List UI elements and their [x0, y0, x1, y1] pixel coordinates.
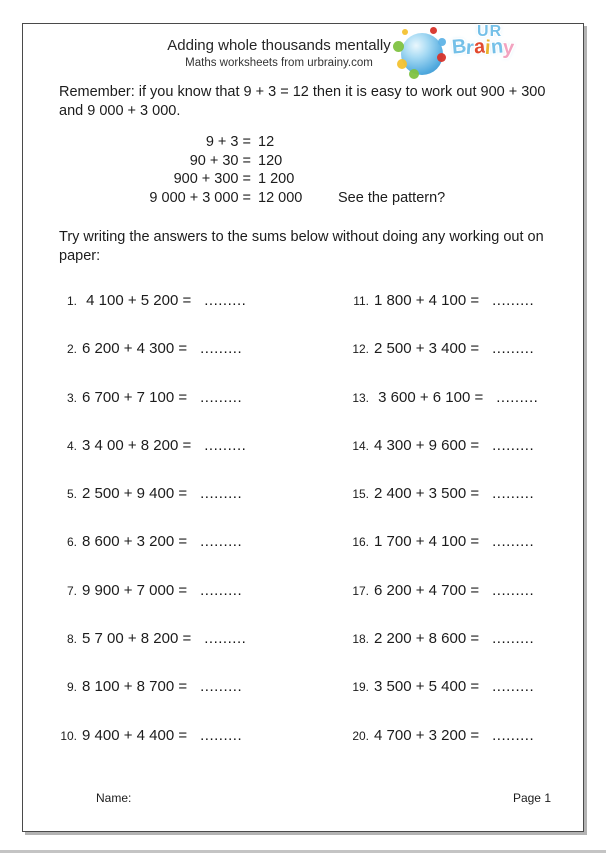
problem-row	[348, 582, 547, 630]
problem-expression: 5 7 00 + 8 200 =	[82, 630, 192, 648]
globe-icon	[401, 33, 443, 75]
logo-letter: U	[477, 23, 490, 40]
answer-blank: .........	[200, 678, 243, 696]
problem-number: 16.	[352, 535, 369, 550]
answer-blank: .........	[200, 581, 243, 599]
problem-expression: 6 200 + 4 700 =	[374, 581, 480, 599]
worksheet-page	[22, 23, 584, 832]
answer-blank: .........	[200, 388, 243, 406]
pattern-row	[79, 170, 547, 189]
problem-row	[59, 485, 348, 533]
problem-row	[59, 340, 348, 388]
answer-blank: .........	[496, 388, 539, 406]
page-number: Page 1	[512, 791, 551, 805]
header	[59, 24, 547, 82]
logo-bubble-icon	[438, 38, 446, 46]
problem-expression: 1 800 + 4 100 =	[374, 292, 480, 309]
pattern-lhs: 9 000 + 3 000 =	[149, 189, 251, 206]
pattern-lhs: 900 + 300 =	[173, 171, 251, 187]
pattern-rhs: 12 000	[258, 189, 303, 206]
pattern-note: See the pattern?	[338, 189, 446, 206]
problem-row	[348, 485, 547, 533]
problem-expression: 9 900 + 7 000 =	[82, 581, 188, 599]
problem-expression: 2 500 + 3 400 =	[374, 340, 480, 358]
problems-grid	[59, 292, 547, 775]
problem-number: 19.	[352, 680, 369, 695]
problem-expression: 2 400 + 3 500 =	[374, 485, 480, 503]
intro-line-1: Remember: if you know that 9 + 3 = 12 then it is easy to work out 900 + 300	[59, 84, 546, 100]
logo-head-icon	[397, 27, 449, 79]
urbrainy-logo	[397, 24, 545, 84]
answer-blank: .........	[492, 581, 535, 599]
problem-row	[59, 292, 348, 340]
answer-blank: .........	[492, 678, 535, 696]
problem-number: 15.	[352, 487, 369, 502]
problem-expression: 4 700 + 3 200 =	[374, 726, 480, 744]
answer-blank: .........	[204, 630, 247, 648]
problem-number: 18.	[352, 632, 369, 647]
problem-number: 5.	[66, 487, 77, 502]
pattern-rhs: 120	[258, 152, 283, 169]
problem-number: 17.	[352, 583, 369, 598]
problem-row	[59, 389, 348, 437]
logo-bubble-icon	[437, 53, 446, 62]
problem-expression: 4 100 + 5 200 =	[82, 292, 192, 309]
logo-letter: y	[502, 36, 516, 60]
problem-number: 3.	[66, 390, 77, 405]
answer-blank: .........	[492, 292, 535, 309]
problem-number: 6.	[66, 535, 77, 550]
logo-text-brainy	[452, 36, 544, 59]
problem-number: 2.	[66, 342, 77, 357]
problem-expression: 2 500 + 9 400 =	[82, 485, 188, 503]
answer-blank: .........	[200, 340, 243, 358]
logo-bubble-icon	[402, 29, 408, 35]
answer-blank: .........	[492, 533, 535, 551]
problem-number: 20.	[352, 728, 369, 743]
problem-row	[348, 533, 547, 581]
pattern-rhs: 12	[258, 134, 275, 150]
problem-expression: 3 600 + 6 100 =	[374, 388, 484, 406]
problem-expression: 4 300 + 9 600 =	[374, 436, 480, 454]
logo-letter: R	[489, 23, 503, 40]
problem-row	[348, 437, 547, 485]
problem-expression: 1 700 + 4 100 =	[374, 533, 480, 551]
problem-row	[348, 292, 547, 340]
problem-row	[59, 437, 348, 485]
logo-text	[452, 24, 544, 59]
problem-expression: 8 600 + 3 200 =	[82, 533, 188, 551]
pattern-rhs: 1 200	[258, 171, 295, 187]
problem-number: 13.	[352, 390, 369, 405]
instructions-line-1: Try writing the answers to the sums below without doing any working out on	[59, 229, 544, 245]
problem-expression: 3 500 + 5 400 =	[374, 678, 480, 696]
instructions-paragraph	[59, 228, 547, 266]
problem-number: 1.	[66, 294, 77, 308]
page-subtitle: Maths worksheets from urbrainy.com	[185, 57, 373, 69]
logo-bubble-icon	[397, 59, 407, 69]
pattern-lhs: 9 + 3 =	[205, 134, 251, 150]
logo-letter: n	[489, 35, 505, 59]
problem-number: 11.	[353, 294, 369, 308]
pattern-row	[79, 133, 547, 152]
problem-expression: 3 4 00 + 8 200 =	[82, 436, 192, 454]
problem-row	[348, 340, 547, 388]
problem-row	[348, 678, 547, 726]
pattern-block	[79, 133, 547, 207]
problem-row	[59, 630, 348, 678]
logo-letter: a	[473, 35, 487, 59]
problem-expression: 2 200 + 8 600 =	[374, 630, 480, 648]
logo-bubble-icon	[393, 41, 404, 52]
answer-blank: .........	[492, 630, 535, 648]
problem-number: 14.	[352, 438, 369, 453]
answer-blank: .........	[204, 292, 247, 309]
answer-blank: .........	[492, 436, 535, 454]
logo-letter: r	[465, 36, 475, 60]
problem-expression: 8 100 + 8 700 =	[82, 678, 188, 696]
answer-blank: .........	[200, 533, 243, 551]
problem-number: 4.	[66, 438, 77, 453]
pattern-row	[79, 189, 547, 208]
problem-expression: 6 200 + 4 300 =	[82, 340, 188, 358]
problem-row	[348, 727, 547, 775]
problem-expression: 9 400 + 4 400 =	[82, 726, 188, 744]
answer-blank: .........	[492, 726, 535, 744]
intro-line-2: and 9 000 + 3 000.	[59, 103, 181, 119]
window-edge	[0, 850, 606, 853]
problem-number: 12.	[352, 342, 369, 357]
problem-number: 10.	[60, 728, 77, 743]
logo-letter: B	[451, 35, 468, 59]
pattern-row	[79, 152, 547, 171]
pattern-lhs: 90 + 30 =	[189, 152, 251, 169]
problem-number: 8.	[66, 632, 77, 647]
problems-column-left	[59, 292, 348, 775]
answer-blank: .........	[200, 726, 243, 744]
intro-paragraph	[59, 83, 547, 121]
problem-row	[348, 389, 547, 437]
problems-column-right	[348, 292, 547, 775]
logo-bubble-icon	[409, 69, 419, 79]
problem-expression: 6 700 + 7 100 =	[82, 388, 188, 406]
page-title: Adding whole thousands mentally	[167, 37, 391, 54]
name-label: Name:	[96, 791, 132, 805]
problem-row	[59, 727, 348, 775]
answer-blank: .........	[204, 436, 247, 454]
problem-row	[59, 533, 348, 581]
problem-number: 7.	[66, 583, 77, 598]
problem-number: 9.	[66, 680, 77, 695]
problem-row	[59, 678, 348, 726]
problem-row	[348, 630, 547, 678]
logo-letter: i	[484, 36, 492, 60]
problem-row	[59, 582, 348, 630]
answer-blank: .........	[492, 485, 535, 503]
instructions-line-2: paper:	[59, 248, 101, 264]
answer-blank: .........	[492, 340, 535, 358]
logo-bubble-icon	[430, 27, 437, 34]
answer-blank: .........	[200, 485, 243, 503]
